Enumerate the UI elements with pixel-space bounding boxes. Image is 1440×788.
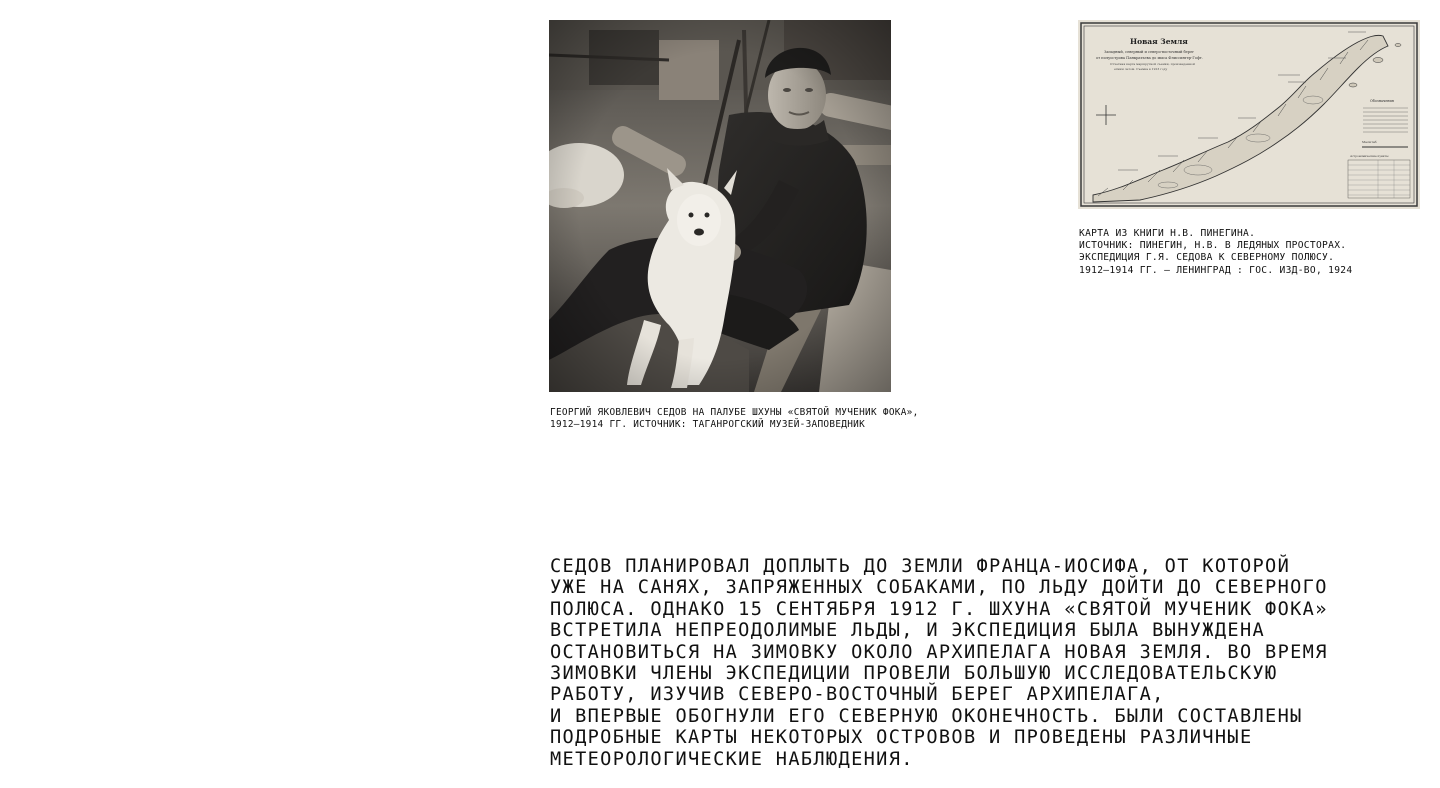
map-table-title: Астрономические пункты [1350,154,1389,158]
map-scale-label: Масштаб [1362,140,1377,144]
map-title: Новая Земля [1130,37,1188,46]
map-caption-line: 1912–1914 ГГ. — ЛЕНИНГРАД : ГОС. ИЗД-ВО, 1924 [1079,264,1353,276]
paragraph-line: ПОДРОБНЫЕ КАРТЫ НЕКОТОРЫХ ОСТРОВОВ И ПРОВЕДЕНЫ РАЗЛИЧНЫЕ [550,727,1253,749]
map-subtitle: етним летом. Съемка в 1913 году [1114,67,1168,71]
map-subtitle: Отчетная карта маршрутной съемки, произведенной [1110,62,1195,66]
map-caption-line: ЭКСПЕДИЦИЯ Г.Я. СЕДОВА К СЕВЕРНОМУ ПОЛЮСУ. [1079,252,1335,264]
photo-caption-line: ГЕОРГИЙ ЯКОВЛЕВИЧ СЕДОВ НА ПАЛУБЕ ШХУНЫ «СВЯТОЙ МУЧЕНИК ФОКА», [550,407,919,418]
paragraph-line: РАБОТУ, ИЗУЧИВ СЕВЕРО-ВОСТОЧНЫЙ БЕРЕГ АРХИПЕЛАГА, [550,684,1165,706]
photo-caption-line: 1912–1914 ГГ. ИСТОЧНИК: ТАГАНРОГСКИЙ МУЗЕЙ-ЗАПОВЕДНИК [550,419,866,430]
paragraph-line: ВСТРЕТИЛА НЕПРЕОДОЛИМЫЕ ЛЬДЫ, И ЭКСПЕДИЦИЯ БЫЛА ВЫНУЖДЕНА [550,620,1266,642]
novaya-zemlya-map [1078,20,1420,209]
paragraph-line: ОСТАНОВИТЬСЯ НА ЗИМОВКУ ОКОЛО АРХИПЕЛАГА НОВАЯ ЗЕМЛЯ. ВО ВРЕМЯ [550,641,1328,663]
paragraph-line: И ВПЕРВЫЕ ОБОГНУЛИ ЕГО СЕВЕРНУЮ ОКОНЕЧНОСТЬ. БЫЛИ СОСТАВЛЕНЫ [550,705,1303,727]
map-caption [1079,228,1419,277]
map-caption-line: ИСТОЧНИК: ПИНЕГИН, Н.В. В ЛЕДЯНЫХ ПРОСТОРАХ. [1079,240,1347,252]
paragraph-line: УЖЕ НА САНЯХ, ЗАПРЯЖЕННЫХ СОБАКАМИ, ПО ЛЬДУ ДОЙТИ ДО СЕВЕРНОГО [550,577,1328,599]
main-paragraph [550,556,1430,770]
photo-caption [550,407,1010,431]
sedov-photo [549,20,891,392]
paragraph-line: ЗИМОВКИ ЧЛЕНЫ ЭКСПЕДИЦИИ ПРОВЕЛИ БОЛЬШУЮ ИССЛЕДОВАТЕЛЬСКУЮ [550,663,1278,685]
paragraph-line: ПОЛЮСА. ОДНАКО 15 СЕНТЯБРЯ 1912 Г. ШХУНА «СВЯТОЙ МУЧЕНИК ФОКА» [550,598,1328,620]
paragraph-line: СЕДОВ ПЛАНИРОВАЛ ДОПЛЫТЬ ДО ЗЕМЛИ ФРАНЦА-ИОСИФА, ОТ КОТОРОЙ [550,556,1291,577]
map-legend-title: Обозначения [1370,99,1394,103]
map-subtitle: от полуострова Панкратьева до мыса Флиссингер-Гофт. [1096,56,1203,60]
paragraph-line: МЕТЕОРОЛОГИЧЕСКИЕ НАБЛЮДЕНИЯ. [550,748,914,770]
map-subtitle: Западный, северный и северо-восточный берег [1104,50,1195,54]
map-caption-line: КАРТА ИЗ КНИГИ Н.В. ПИНЕГИНА. [1079,228,1256,239]
